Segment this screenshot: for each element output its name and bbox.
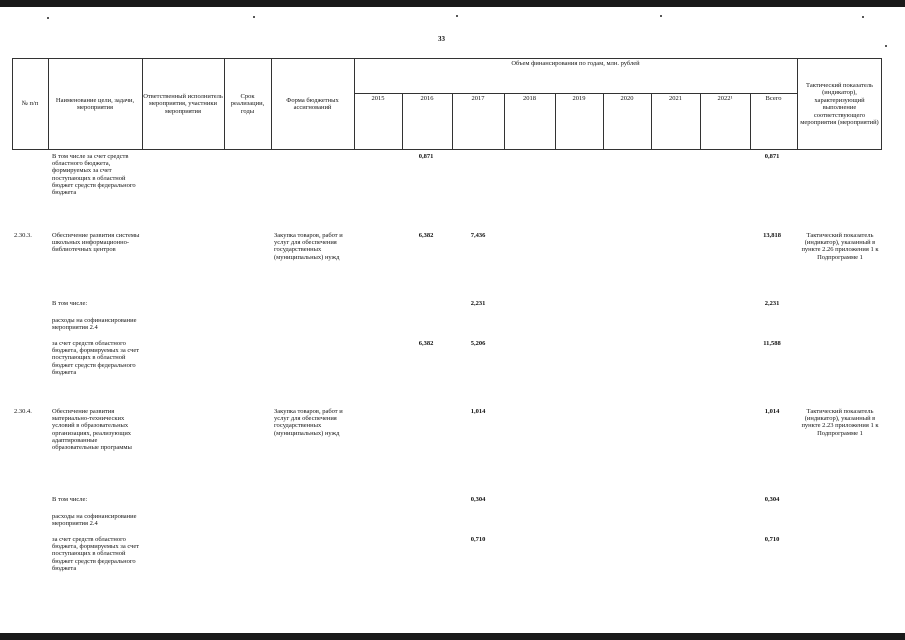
- row-number: 2.30.4.: [14, 408, 32, 415]
- cell-2017: 0,304: [470, 496, 486, 503]
- header-year-2016: 2016: [420, 95, 434, 103]
- header-year-2021: 2021: [669, 95, 682, 103]
- header-indicator: Тактический показатель (индикатор), характеризующий выполнение соответствующего мероприятия (мероприятий): [800, 81, 879, 126]
- cell-2017: 7,436: [470, 232, 486, 239]
- header-name: Наименование цели, задачи, мероприятия: [55, 96, 135, 111]
- cell-2016: 6,382: [418, 232, 434, 239]
- cell-total: 2,231: [764, 300, 780, 307]
- cell-2016: 0,871: [418, 153, 434, 160]
- row-name: за счет средств областного бюджета, формируемых за счет поступающих в областной бюджет средств федерального бюджета: [52, 536, 140, 572]
- cell-total: 0,710: [764, 536, 780, 543]
- cell-total: 13,818: [763, 232, 781, 239]
- cell-total: 1,014: [764, 408, 780, 415]
- cell-2017: 2,231: [470, 300, 486, 307]
- row-form: Закупка товаров, работ и услуг для обеспечения государственных (муниципальных) нужд: [274, 408, 343, 437]
- row-name: расходы на софинансирование мероприятия 2.4: [52, 317, 137, 332]
- row-name: В том числе за счет средств областного бюджета, формируемых за счет поступающих в областной бюджет средств федерального бюджета: [52, 153, 136, 197]
- scan-top-edge: [0, 0, 905, 7]
- header-year-2022: 2022¹: [717, 95, 733, 103]
- row-form: Закупка товаров, работ и услуг для обеспечения государственных (муниципальных) нужд: [274, 232, 343, 261]
- scan-speck: [862, 16, 864, 18]
- header-year-2020: 2020: [620, 95, 634, 103]
- row-indicator: Тактический показатель (индикатор), указанный в пункте 2.23 приложения 1 к Подпрограмме 1: [801, 408, 879, 437]
- header-year-2017: 2017: [471, 95, 485, 103]
- scan-speck: [456, 15, 458, 17]
- row-number: 2.30.3.: [14, 232, 32, 239]
- header-term: Срок реализации, годы: [230, 92, 265, 115]
- row-indicator: Тактический показатель (индикатор), указанный в пункте 2.26 приложения 1 к Подпрограмме 1: [801, 232, 879, 261]
- row-name: Обеспечение развития системы школьных информационно-библиотечных центров: [52, 232, 140, 254]
- header-responsible: Ответственный исполнитель мероприятия, участники мероприятия: [143, 92, 223, 115]
- header-year-2019: 2019: [572, 95, 586, 103]
- scan-speck: [47, 17, 49, 19]
- cell-2017: 5,206: [470, 340, 486, 347]
- scan-speck: [885, 45, 887, 47]
- row-name: В том числе:: [52, 496, 88, 503]
- header-form: Форма бюджетных ассигнований: [286, 96, 339, 111]
- cell-total: 0,871: [764, 153, 780, 160]
- scan-bottom-edge: [0, 633, 905, 640]
- row-name: Обеспечение развития материально-технических условий в образовательных организациях, реализующих адаптированные образовательные программы: [52, 408, 132, 452]
- cell-total: 11,588: [763, 340, 781, 347]
- cell-2017: 0,710: [470, 536, 486, 543]
- header-year-2015: 2015: [371, 95, 385, 103]
- cell-2017: 1,014: [470, 408, 486, 415]
- header-year-2018: 2018: [523, 95, 536, 103]
- row-name: за счет средств областного бюджета, формируемых за счет поступающих в областной бюджет средств федерального бюджета: [52, 340, 140, 376]
- header-funding-title: Объем финансирования по годам, млн. рублей: [511, 60, 640, 68]
- scan-speck: [660, 15, 662, 17]
- header-no: № п/п: [21, 100, 39, 108]
- cell-2016: 6,382: [418, 340, 434, 347]
- row-name: В том числе:: [52, 300, 88, 307]
- page-number: 33: [438, 35, 445, 43]
- scan-speck: [253, 16, 255, 18]
- row-name: расходы на софинансирование мероприятия 2.4: [52, 513, 137, 528]
- cell-total: 0,304: [764, 496, 780, 503]
- header-total: Всего: [765, 95, 782, 103]
